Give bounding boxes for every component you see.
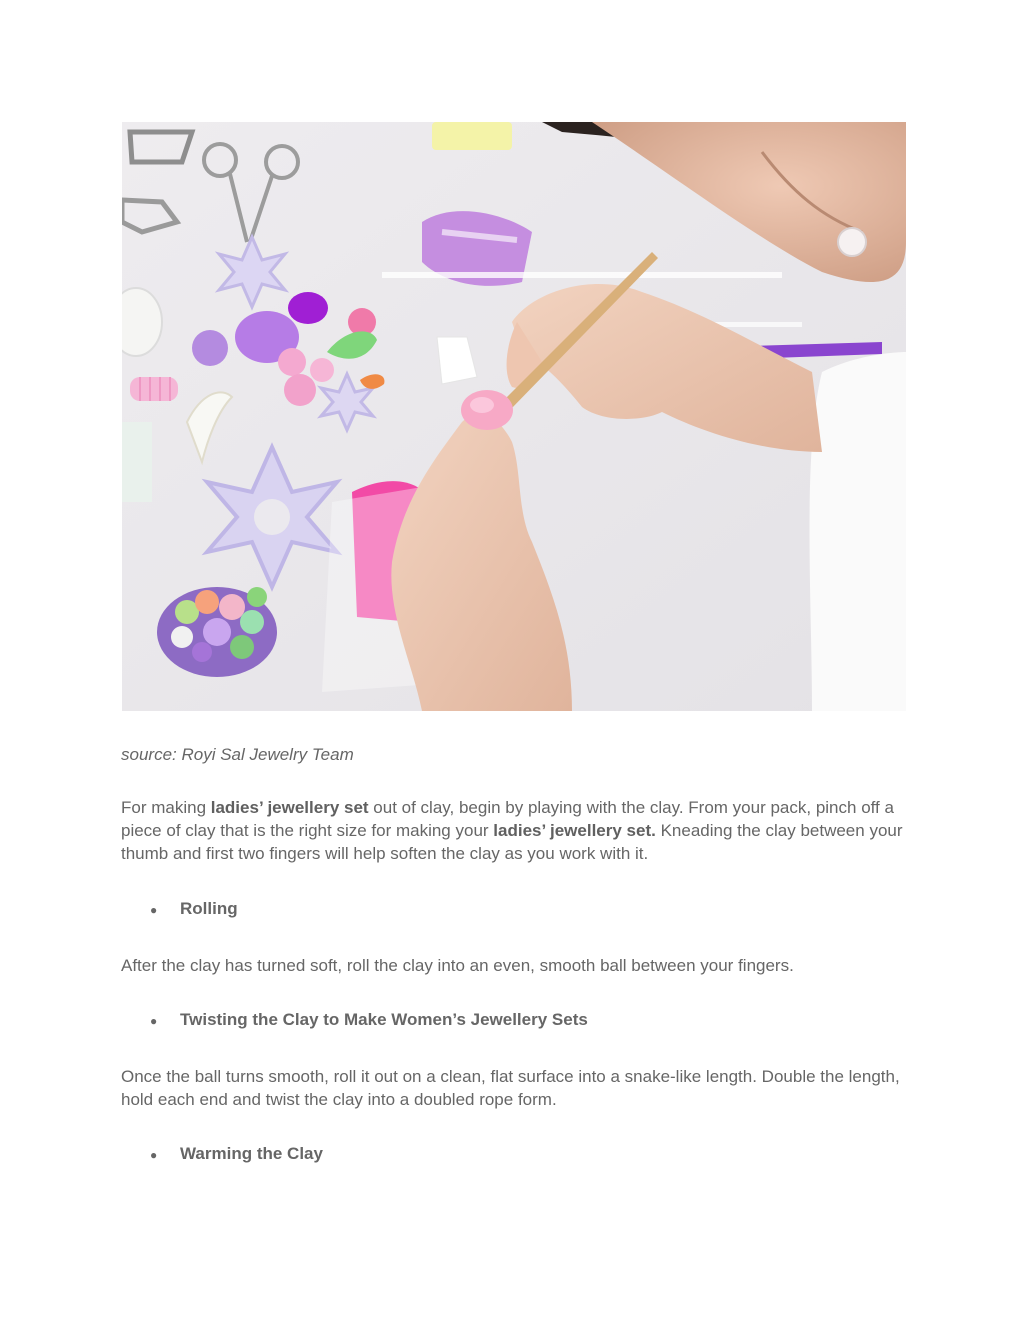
intro-text-2: out of clay, begin by playing with the clay. From your pack, pinch off a piece of clay that is the right size for making your [121, 798, 894, 841]
intro-bold-1: ladies’ jewellery set [210, 798, 369, 817]
intro-text-3: Kneading the clay between your thumb and first two fingers will help soften the clay as you work with it. [121, 821, 903, 864]
bullet-warming-text: Warming the Clay [180, 1144, 323, 1163]
clay-crafting-illustration [122, 122, 906, 711]
bullet-warming [150, 1144, 323, 1164]
bullet-marker: ● [150, 1014, 158, 1028]
intro-text-1: For making [121, 798, 211, 817]
photo-caption: source: Royi Sal Jewelry Team [121, 745, 354, 764]
bullet-rolling-text: Rolling [180, 899, 238, 918]
bullet-rolling [150, 899, 238, 919]
intro-bold-2: ladies’ jewellery set. [493, 821, 656, 841]
bullet-twisting [150, 1010, 588, 1030]
bullet-marker: ● [150, 903, 158, 917]
intro-paragraph [121, 796, 911, 866]
rolling-paragraph: After the clay has turned soft, roll the clay into an even, smooth ball between your fingers. [121, 956, 794, 975]
twisting-paragraph: Once the ball turns smooth, roll it out on a clean, flat surface into a snake-like length. Double the length, hold each end and twist the clay into a doubled rope form. [121, 1067, 900, 1110]
clay-crafting-photo [122, 122, 906, 711]
bullet-marker: ● [150, 1148, 158, 1162]
bullet-twisting-text: Twisting the Clay to Make Women’s Jewellery Sets [180, 1010, 588, 1029]
